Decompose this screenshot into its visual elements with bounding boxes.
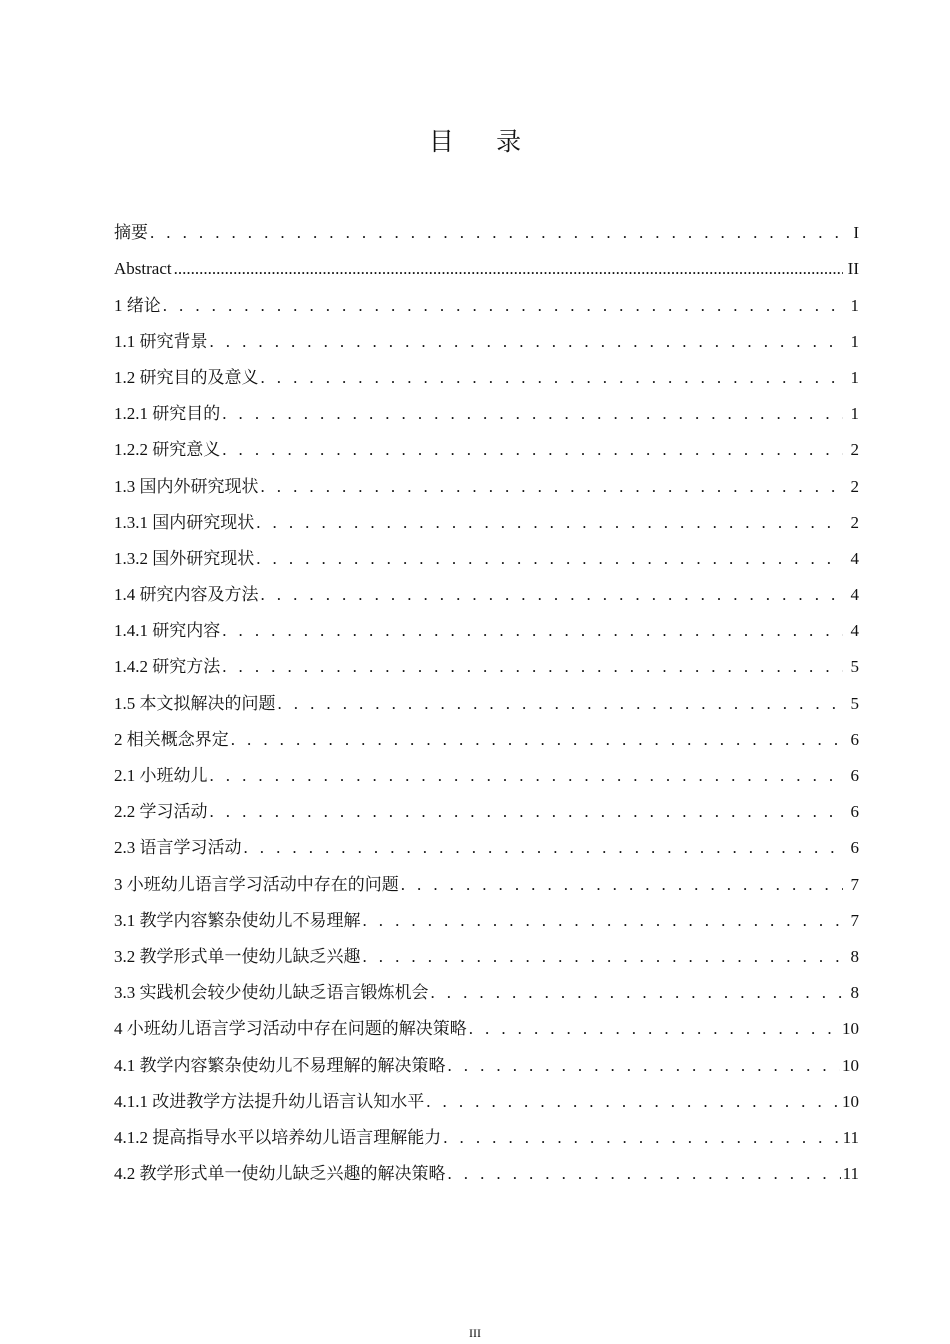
toc-entry-label: 1.3.2 国外研究现状 — [114, 548, 255, 568]
toc-entry-page: 5 — [850, 657, 859, 677]
toc-entry[interactable] — [114, 425, 859, 461]
toc-entry[interactable] — [114, 1077, 859, 1113]
toc-entry[interactable] — [114, 678, 859, 714]
toc-entry-label: 1.2.2 研究意义 — [114, 440, 221, 460]
toc-entry-page: 2 — [850, 512, 859, 532]
toc-entry-label: 1.2 研究目的及意义 — [114, 367, 259, 387]
toc-entry[interactable] — [114, 570, 859, 606]
toc-entry[interactable] — [114, 208, 859, 244]
toc-entry-label: 1.3 国内外研究现状 — [114, 476, 259, 496]
toc-entry[interactable] — [114, 280, 859, 316]
dot-leader — [401, 874, 843, 896]
toc-entry-page: 4 — [850, 548, 859, 568]
toc-entry-label: 2.3 语言学习活动 — [114, 838, 242, 858]
toc-entry[interactable] — [114, 896, 859, 932]
dot-leader — [363, 946, 844, 968]
toc-entry-label: 4.1.2 提高指导水平以培养幼儿语言理解能力 — [114, 1127, 442, 1147]
dot-leader — [448, 1163, 841, 1185]
toc-entry-page: 5 — [850, 693, 859, 713]
toc-entry-label: 1.1 研究背景 — [114, 331, 208, 351]
toc-entry-label: 4.2 教学形式单一使幼儿缺乏兴趣的解决策略 — [114, 1164, 446, 1184]
toc-entry-page: 1 — [850, 404, 859, 424]
toc-entry[interactable] — [114, 353, 859, 389]
toc-entry-label: 1.2.1 研究目的 — [114, 404, 221, 424]
toc-entry-page: 7 — [850, 910, 859, 930]
toc-entry[interactable] — [114, 968, 859, 1004]
dot-leader — [231, 729, 843, 751]
toc-entry-label: 1.4.2 研究方法 — [114, 657, 221, 677]
toc-entry-page: 10 — [842, 1019, 859, 1039]
dot-leader — [222, 439, 843, 461]
page-number-footer: III — [469, 1326, 481, 1340]
toc-entry-page: II — [847, 259, 859, 279]
toc-entry[interactable] — [114, 751, 859, 787]
toc-entry[interactable] — [114, 244, 859, 280]
dot-leader — [261, 367, 844, 389]
toc-entry-page: 6 — [850, 766, 859, 785]
toc-entry-page: 6 — [850, 802, 859, 822]
toc-entry-label: 3.3 实践机会较少使幼儿缺乏语言锻炼机会 — [114, 983, 429, 1003]
dot-leader — [222, 656, 843, 678]
toc-entry-label: 1.4 研究内容及方法 — [114, 585, 259, 605]
toc-entry-label: 摘要 — [114, 223, 148, 243]
toc-entry[interactable] — [114, 317, 859, 353]
dot-leader — [426, 1091, 840, 1113]
toc-entry-page: 2 — [850, 440, 859, 460]
dot-leader — [448, 1055, 841, 1077]
toc-entry[interactable] — [114, 461, 859, 497]
toc-entry-label: 1 绪论 — [114, 295, 161, 315]
toc-entry-label: 2.1 小班幼儿 — [114, 766, 208, 785]
dot-leader — [431, 982, 844, 1004]
dot-leader — [210, 801, 844, 823]
toc-entry-page: 11 — [842, 1164, 859, 1184]
toc-entry-label: 3 小班幼儿语言学习活动中存在的问题 — [114, 874, 399, 894]
toc-entry-label: 1.5 本文拟解决的问题 — [114, 693, 276, 713]
toc-entry-page: 8 — [850, 946, 859, 966]
dot-leader — [210, 331, 844, 353]
toc-entry-page: 8 — [850, 983, 859, 1003]
toc-entry[interactable] — [114, 859, 859, 895]
dot-leader — [256, 548, 843, 570]
toc-entry-page: 10 — [842, 1091, 859, 1111]
toc-entry[interactable] — [114, 715, 859, 751]
toc-entry-label: Abstract — [114, 259, 172, 279]
toc-entry[interactable] — [114, 787, 859, 823]
dot-leader — [256, 512, 843, 534]
toc-entry-label: 2 相关概念界定 — [114, 729, 229, 749]
table-of-contents — [114, 208, 859, 1185]
toc-entry[interactable] — [114, 642, 859, 678]
dot-leader — [163, 295, 843, 317]
dot-leader — [222, 403, 843, 425]
toc-entry[interactable] — [114, 498, 859, 534]
toc-entry[interactable] — [114, 1004, 859, 1040]
toc-entry-page: I — [853, 223, 859, 243]
toc-entry-page: 6 — [850, 729, 859, 749]
dot-leader — [150, 222, 843, 244]
dot-leader — [222, 620, 843, 642]
toc-entry-page: 4 — [850, 621, 859, 641]
toc-entry-label: 4.1.1 改进教学方法提升幼儿语言认知水平 — [114, 1091, 425, 1111]
toc-entry-label: 1.4.1 研究内容 — [114, 621, 221, 641]
toc-entry[interactable] — [114, 1149, 859, 1185]
toc-entry-label: 2.2 学习活动 — [114, 802, 208, 822]
dot-leader — [469, 1018, 840, 1040]
toc-entry[interactable] — [114, 823, 859, 859]
toc-entry-page: 4 — [850, 585, 859, 605]
dot-leader — [261, 476, 844, 498]
dot-leader — [278, 693, 844, 715]
toc-entry-page: 2 — [850, 476, 859, 496]
toc-entry-page: 6 — [850, 838, 859, 858]
toc-entry-label: 3.1 教学内容繁杂使幼儿不易理解 — [114, 910, 361, 930]
dot-leader — [363, 910, 844, 932]
dot-leader — [261, 584, 844, 606]
toc-entry-label: 3.2 教学形式单一使幼儿缺乏兴趣 — [114, 946, 361, 966]
toc-entry-page: 7 — [850, 874, 859, 894]
dot-leader — [244, 837, 844, 859]
toc-entry[interactable] — [114, 606, 859, 642]
toc-entry[interactable] — [114, 534, 859, 570]
toc-entry-page: 11 — [842, 1127, 859, 1147]
dot-leader — [210, 765, 844, 787]
toc-entry-page: 10 — [842, 1055, 859, 1075]
toc-entry[interactable] — [114, 932, 859, 968]
toc-entry[interactable] — [114, 1040, 859, 1076]
dot-leader — [443, 1127, 840, 1149]
toc-entry-page: 1 — [850, 295, 859, 315]
toc-entry-label: 4.1 教学内容繁杂使幼儿不易理解的解决策略 — [114, 1055, 446, 1075]
toc-title: 目 录 — [428, 129, 540, 156]
toc-entry[interactable] — [114, 389, 859, 425]
toc-entry-label: 1.3.1 国内研究现状 — [114, 512, 255, 532]
toc-entry-label: 4 小班幼儿语言学习活动中存在问题的解决策略 — [114, 1019, 467, 1039]
toc-entry[interactable] — [114, 1113, 859, 1149]
dot-leader — [174, 258, 843, 280]
toc-entry-page: 1 — [850, 331, 859, 351]
toc-entry-page: 1 — [850, 367, 859, 387]
